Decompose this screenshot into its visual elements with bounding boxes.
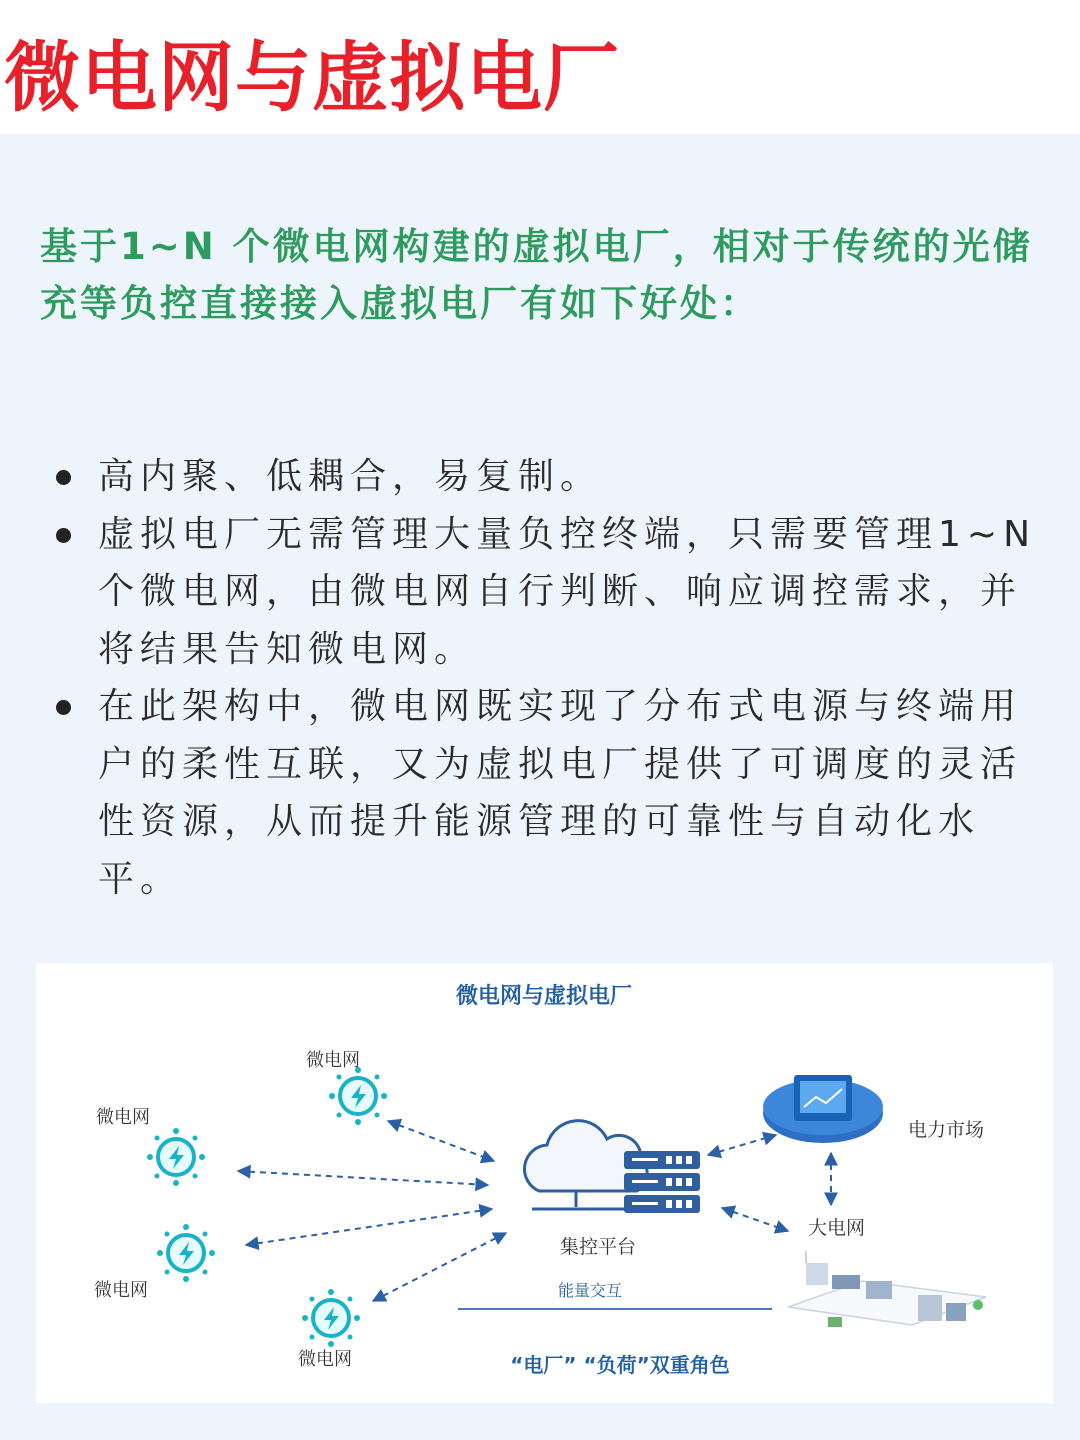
market-label: 电力市场	[908, 1119, 985, 1141]
market-icon	[763, 1075, 883, 1143]
title-bar	[0, 0, 1080, 134]
bullet-icon	[56, 700, 71, 715]
architecture-diagram	[36, 963, 1053, 1403]
diagram-title: 微电网与虚拟电厂	[455, 984, 633, 1009]
microgrid-label: 微电网	[94, 1280, 148, 1301]
lightning-icon	[147, 1128, 205, 1186]
microgrid-label: 微电网	[298, 1349, 352, 1370]
lightning-icon	[157, 1224, 215, 1282]
energy-label: 能量交互	[557, 1281, 623, 1300]
microgrid-label: 微电网	[96, 1107, 150, 1128]
bullet-text: 高内聚、低耦合，易复制。	[98, 456, 603, 497]
bullet-icon	[56, 470, 71, 485]
hub-label: 集控平台	[559, 1236, 637, 1258]
bullet-icon	[56, 528, 71, 543]
intro-text: 基于1~N 个微电网构建的虚拟电厂，相对于传统的光储充等负控直接接入虚拟电厂有如下好处：	[40, 225, 1033, 325]
bullet-text: 在此架构中，微电网既实现了分布式电源与终端用户的柔性互联，又为虚拟电厂提供了可调度的灵活性资源，从而提升能源管理的可靠性与自动化水平。	[98, 686, 1023, 900]
diagram-footer: “电厂” “负荷”双重角色	[510, 1353, 730, 1377]
page-title: 微电网与虚拟电厂	[4, 33, 620, 122]
link-arrow	[373, 1233, 506, 1301]
grid-label: 大电网	[808, 1217, 866, 1239]
list-item	[52, 448, 1052, 506]
link-arrow	[388, 1121, 494, 1161]
bullet-text: 虚拟电厂无需管理大量负控终端，只需要管理1~N个微电网，由微电网自行判断、响应调控需求，并将结果告知微电网。	[98, 513, 1036, 670]
link-arrow	[722, 1208, 788, 1231]
microgrid-label: 微电网	[306, 1050, 360, 1071]
lightning-icon	[302, 1289, 360, 1347]
link-arrow	[238, 1171, 488, 1185]
link-arrow	[708, 1135, 776, 1155]
lightning-icon	[329, 1067, 387, 1125]
grid-icon	[788, 1251, 986, 1327]
list-item	[52, 678, 1052, 908]
benefit-list	[52, 448, 1052, 908]
server-icon	[624, 1151, 700, 1213]
list-item	[52, 506, 1052, 679]
link-arrow	[246, 1209, 492, 1245]
